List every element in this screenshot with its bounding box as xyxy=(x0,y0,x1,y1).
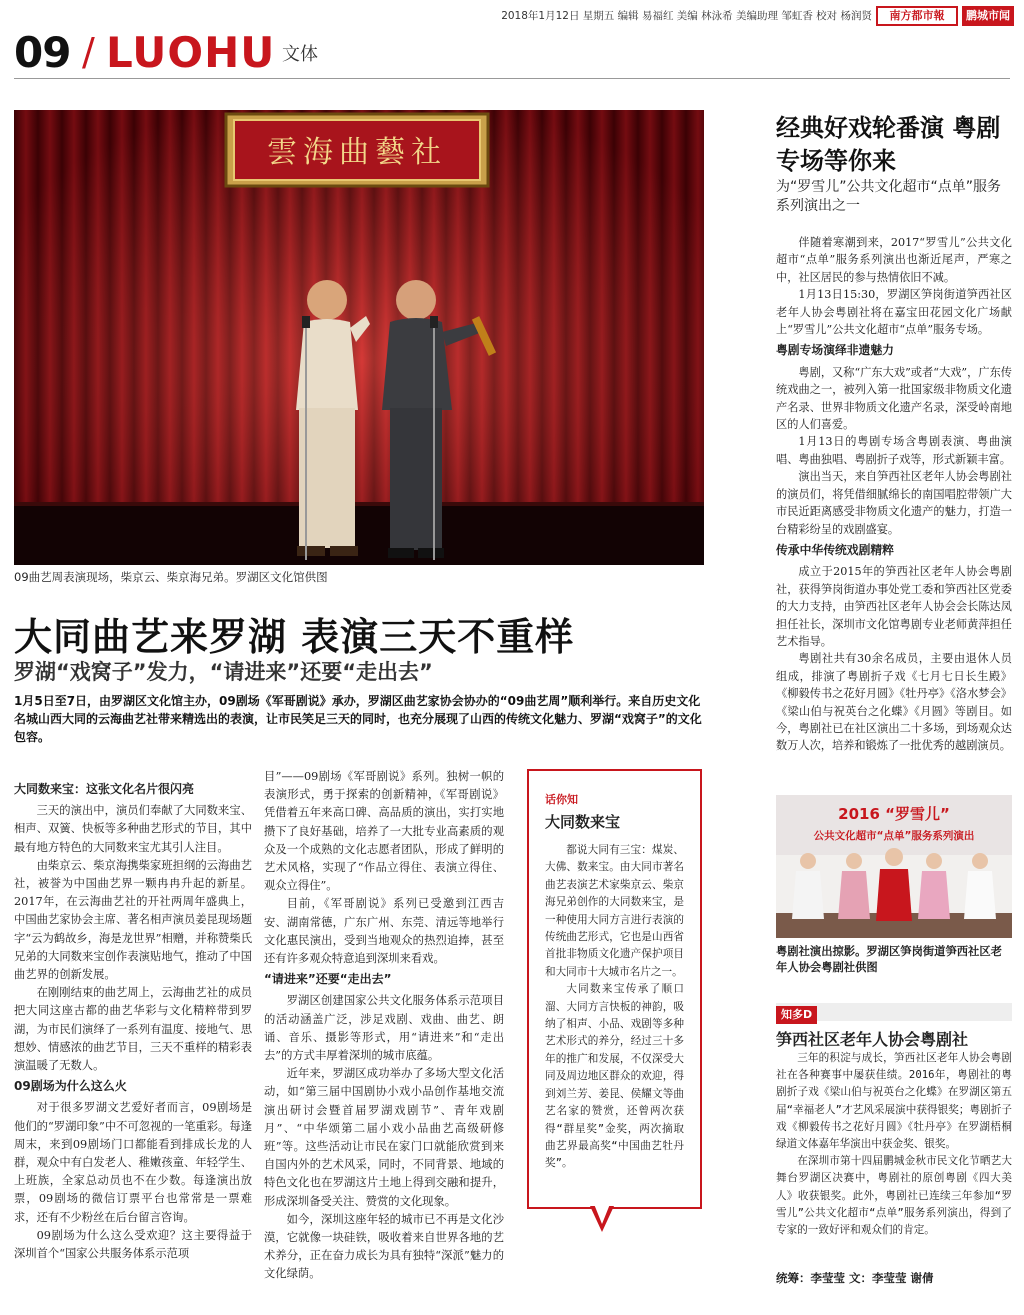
stage-sign-text: 雲海曲藝社 xyxy=(267,135,447,170)
know-more-label: 知多D xyxy=(776,1006,817,1024)
paragraph: 在深圳市第十四届鹏城金秋市民文化节晒艺大舞台罗湖区决赛中，粤剧社的原创粤剧《四大美人》收获银奖。此外，粤剧社已连续三年参加“罗雪儿”公共文化超市“点单”服务系列演出，得到了专家的一致好评和观众们的肯定。 xyxy=(776,1155,1012,1237)
right-article-title: 经典好戏轮番演 粤剧专场等你来 xyxy=(776,114,1001,175)
article-headline: 大同曲艺来罗湖 表演三天不重样 xyxy=(14,615,575,659)
main-photo-caption: 09曲艺周表演现场，柴京云、柴京海兄弟。罗湖区文化馆供图 xyxy=(14,570,328,584)
opera-illustration xyxy=(776,795,1012,938)
page-number: 09 xyxy=(14,28,71,77)
slash-divider: / xyxy=(82,30,95,74)
paragraph: 1月13日的粤剧专场含粤剧表演、粤曲演唱、粤曲独唱、粤剧折子戏等，形式新颖丰富。 xyxy=(776,435,1012,466)
stage-illustration xyxy=(14,110,704,565)
section-heading: 传承中华传统戏剧精粹 xyxy=(776,542,894,557)
article-lead: 1月5日至7日，由罗湖区文化馆主办，09剧场《军哥剧说》承办，罗湖区曲艺家协会协办的“09曲艺周”顺利举行。来自历史文化名城山西大同的云海曲艺社带来精选出的表演，让市民笑足三天的同时，也充分展现了山西的传统文化魅力、罗湖“戏窝子”的文化包容。 xyxy=(14,694,702,744)
paragraph: 粤剧社共有30余名成员，主要由退休人员组成，排演了粤剧折子戏《七月七日长生殿》《柳毅传书之花好月圆》《牡丹亭》《洛水梦会》《梁山伯与祝英台之化蝶》《月圆》等剧目。如今，粤剧社已在社区演出二十多场，到场观众达数万人次，培养和锻炼了一批优秀的越剧演员。 xyxy=(776,652,1012,753)
article-subhead: 罗湖“戏窝子”发力，“请进来”还要“走出去” xyxy=(14,660,433,684)
info-sidebar-box xyxy=(527,769,702,1209)
know-more-tag xyxy=(776,1003,1012,1021)
section-heading: “请进来”还要“走出去” xyxy=(264,972,392,987)
banner-year: 2016 “罗雪儿” xyxy=(838,805,950,823)
byline-credit: 统筹：李莹莹 文：李莹莹 谢倩 xyxy=(776,1271,934,1285)
paragraph: 粤剧，又称“广东大戏”或者“大戏”，广东传统戏曲之一，被列入第一批国家级非物质文化遗产名录、世界非物质文化遗产名录，深受岭南地区的人们喜爱。 xyxy=(776,365,1012,432)
page-header xyxy=(14,28,1010,78)
know-more-title: 笋西社区老年人协会粤剧社 xyxy=(776,1030,969,1049)
opera-photo-caption: 粤剧社演出掠影。罗湖区笋岗街道笋西社区老年人协会粤剧社供图 xyxy=(776,945,1002,974)
top-meta-bar xyxy=(0,6,1024,30)
paragraph: 演出当天，来自笋西社区老年人协会粤剧社的演员们，将凭借细腻绵长的南国唱腔带领广大市民近距离感受非物质文化遗产的魅力，打造一台精彩纷呈的戏剧盛宴。 xyxy=(776,470,1012,536)
section-heading: 粤剧专场演绎非遗魅力 xyxy=(776,343,894,358)
section-logo: 鹏城市闻 xyxy=(962,6,1014,26)
paragraph: 成立于2015年的笋西社区老年人协会粤剧社，获得笋岗街道办事处党工委和笋西社区党委的大力支持，由笋西社区老年人协会会长陈达凤担任社长，深圳市文化馆粤剧专业老师黄萍担任艺术指导。 xyxy=(776,565,1012,648)
paragraph: 在刚刚结束的曲艺周上，云海曲艺社的成员把大同这座古都的曲艺华彩与文化精粹带到罗湖，为市民们演绎了一系列有温度、接地气、思想妙、情感浓的曲艺节目，三天不重样的精彩表演温暖了无数人。 xyxy=(14,986,252,1073)
info-title: 大同数来宝 xyxy=(545,813,621,831)
page-section: 文体 xyxy=(282,44,318,65)
paragraph: 目前，《军哥剧说》系列已受邀到江西吉安、湖南常德，广东广州、东莞、清远等地举行文化惠民演出，受到当地观众的热烈追捧，甚至还有许多观众特意追到深圳来看戏。 xyxy=(264,897,504,966)
newspaper-logo: 南方都市報 xyxy=(876,6,958,26)
paragraph: 目”——09剧场《军哥剧说》系列。独树一帜的表演形式，勇于探索的创新精神，《军哥剧说》凭借着五年来高口碑、高品质的演出，实打实地攒下了良好基础，培养了一大批专业高素质的观众及一个成熟的文化志愿者团队，形成了鲜明的艺术风格，实现了“作品立得住、表演立得住、观众立得住”。 xyxy=(264,770,504,893)
banner-text: 公共文化超市“点单”服务系列演出 xyxy=(813,830,975,842)
right-article-body xyxy=(776,234,1012,755)
paragraph: 三年的积淀与成长，笋西社区老年人协会粤剧社在各种赛事中屡获佳绩。2016年，粤剧社的粤剧折子戏《梁山伯与祝英台之化蝶》在罗湖区第五届“幸福老人”才艺风采展演中获得银奖；粤剧折子戏《柳毅传书之花好月圆》《牡丹亭》在罗湖梧桐绿道文体嘉年华演出中获金奖、银奖。 xyxy=(776,1052,1012,1151)
section-heading: 09剧场为什么这么火 xyxy=(14,1079,127,1094)
paragraph: 1月13日15:30，罗湖区笋岗街道笋西社区老年人协会粤剧社将在嘉宝田花园文化广场献上“罗雪儿”公共文化超市“点单”服务专场。 xyxy=(776,288,1012,337)
opera-photo xyxy=(776,795,1012,938)
know-more-body xyxy=(776,1050,1012,1239)
paragraph: 如今，深圳这座年轻的城市已不再是文化沙漠，它就像一块硅铁，吸收着来自世界各地的艺术养分，正在奋力成长为具有独特“深派”魅力的文化绿荫。 xyxy=(264,1212,504,1281)
main-photo xyxy=(14,110,704,565)
paragraph: 由柴京云、柴京海携柴家班担纲的云海曲艺社，被誉为中国曲艺界一颗冉冉升起的新星。2017年，在云海曲艺社的开社两周年盛典上，中国曲艺家协会主席、著名相声演员姜昆现场题字“云为鹤故乡，海是龙世界”相赠，并称赞柴氏兄弟的大同数来宝创作表演贴地气，推动了中国曲艺界的创新发展。 xyxy=(14,858,252,982)
issue-meta: 2018年1月12日 星期五 编辑 易福红 美编 林泳希 美编助理 邹虹香 校对 杨润贤 xyxy=(501,10,872,22)
page-name: LUOHU xyxy=(106,28,276,77)
right-article-subtitle: 为“罗雪儿”公共文化超市“点单”服务系列演出之一 xyxy=(776,179,1002,214)
paragraph: 罗湖区创建国家公共文化服务体系示范项目的活动涵盖广泛，涉足戏剧、戏曲、曲艺、朗诵、音乐、摄影等形式，用“请进来”和“走出去”的方式丰厚着深圳的城市底蕴。 xyxy=(264,994,504,1063)
speech-tail-inner xyxy=(594,1204,610,1224)
paragraph: 09剧场为什么这么受欢迎？这主要得益于深圳首个“国家公共服务体系示范项 xyxy=(14,1228,252,1261)
info-tag: 话你知 xyxy=(545,793,578,806)
paragraph: 三天的演出中，演员们奉献了大同数来宝、相声、双簧、快板等多种曲艺形式的节目，其中最有地方特色的大同数来宝尤其引人注目。 xyxy=(14,804,252,854)
paragraph: 伴随着寒潮到来，2017“罗雪儿”公共文化超市“点单”服务系列演出也渐近尾声，严寒之中，社区居民的参与热情依旧不减。 xyxy=(776,236,1012,284)
article-column-2 xyxy=(264,768,504,1284)
section-heading: 大同数来宝：这张文化名片很闪亮 xyxy=(14,782,195,796)
paragraph: 近年来，罗湖区成功举办了多场大型文化活动，如“第三届中国剧协小戏小品创作基地交流演出研讨会暨首届罗湖戏剧节”、青年戏剧月”、“中华颂第二届小戏小品曲艺高级研修班”等。这些活动让市民在家门口就能欣赏到来自国内外的艺术风采，同时，不同背景、地域的特色文化也在罗湖这片土地上得到交融和提升，形成深圳备受关注、赞赏的文化现象。 xyxy=(264,1067,504,1208)
paragraph: 大同数来宝传承了顺口溜、大同方言快板的神韵，吸纳了相声、小品、戏剧等多种艺术形式的养分，经过三十多年的推广和发展，不仅深受大同及周边地区群众的欢迎，得到刘兰芳、姜昆、侯耀文等曲艺名家的赞赏，还曾两次获得“群星奖”金奖，两次摘取曲艺界最高奖“中国曲艺牡丹奖”。 xyxy=(545,983,684,1170)
header-rule xyxy=(14,78,1010,79)
article-column-1 xyxy=(14,778,252,1263)
paragraph: 都说大同有三宝：煤炭、大佛、数来宝。由大同市著名曲艺表演艺术家柴京云、柴京海兄弟创作的大同数来宝，是一种使用大同方言进行表演的传统曲艺形式，它也是山西省首批非物质文化遗产保护项目和大同市十大城市名片之一。 xyxy=(545,844,684,978)
paragraph: 对于很多罗湖文艺爱好者而言，09剧场是他们的“罗湖印象”中不可忽视的一笔重彩。每逢周末，来到09剧场门口都能看到排成长龙的人群，观众中有白发老人、稚嫩孩童、年轻学生、上班族，全家总动员也不在少数。每逢演出放票，09剧场的微信订票平台也常常是一票难求，还有不少粉丝在后台留言咨询。 xyxy=(14,1101,252,1224)
